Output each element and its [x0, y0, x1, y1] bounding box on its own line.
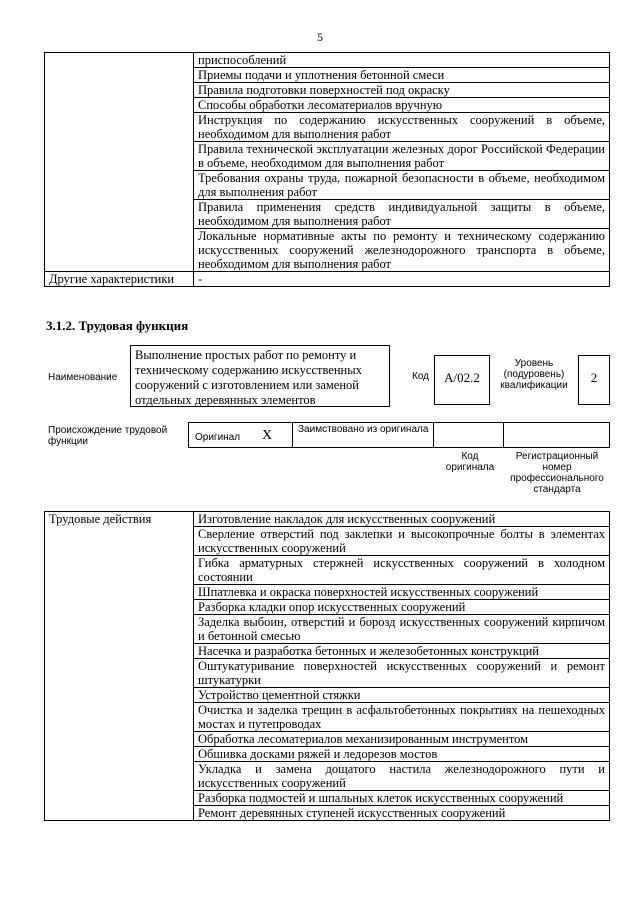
labor-action-row: Шпатлевка и окраска поверхностей искусственных сооружений: [194, 585, 610, 600]
other-characteristics-value: -: [194, 272, 610, 287]
labor-action-row: Изготовление накладок для искусственных сооружений: [194, 512, 610, 527]
code-original-label: Код оригинала: [445, 451, 495, 473]
labor-action-row: Обработка лесоматериалов механизированным инструментом: [194, 732, 610, 747]
registration-number-label: Регистрационный номер профессионального стандарта: [510, 451, 604, 495]
labor-action-row: Заделка выбоин, отверстий и борозд искусственных сооружений кирпичом и бетонной смесью: [194, 615, 610, 644]
labor-action-row: Укладка и замена дощатого настила железнодорожного пути и искусственных сооружений: [194, 762, 610, 791]
labor-action-row: Разборка подмостей и шпальных клеток искусственных сооружений: [194, 791, 610, 806]
labor-actions-table: [44, 511, 610, 821]
name-label: Наименование: [48, 372, 118, 383]
labor-action-row: Гибка арматурных стержней искусственных сооружений в холодном состоянии: [194, 556, 610, 585]
labor-action-row: Разборка кладки опор искусственных сооружений: [194, 600, 610, 615]
labor-action-row: Устройство цементной стяжки: [194, 688, 610, 703]
knowledge-row: Правила применения средств индивидуальной защиты в объеме, необходимом для выполнения работ: [194, 200, 610, 229]
other-characteristics-label: Другие характеристики: [45, 272, 194, 287]
knowledge-row: Способы обработки лесоматериалов вручную: [194, 98, 610, 113]
divider: [503, 422, 504, 448]
knowledge-row: Правила подготовки поверхностей под окраску: [194, 83, 610, 98]
original-mark: X: [262, 428, 273, 443]
knowledge-row: Локальные нормативные акты по ремонту и техническому содержанию искусственных сооружений железнодорожного транспорта в объеме, необходимом для выполнения работ: [194, 229, 610, 272]
labor-action-row: Обшивка досками ряжей и ледорезов мостов: [194, 747, 610, 762]
knowledge-row: Инструкция по содержанию искусственных сооружений в объеме, необходимом для выполнения работ: [194, 113, 610, 142]
divider: [292, 422, 293, 448]
origin-label: Происхождение трудовой функции: [48, 425, 168, 447]
function-name-box: Выполнение простых работ по ремонту и техническому содержанию искусственных сооружений с изготовлением или заменой отдельных деревянных элементов: [130, 345, 390, 407]
knowledge-label-cell: [45, 53, 194, 272]
labor-action-row: Оштукатуривание поверхностей искусственных сооружений и ремонт штукатурки: [194, 659, 610, 688]
borrowed-label: Заимствовано из оригинала: [298, 424, 429, 435]
labor-action-row: Очистка и заделка трещин в асфальтобетонных покрытиях на пешеходных мостах и путепроводах: [194, 703, 610, 732]
code-label: Код: [412, 371, 430, 382]
labor-action-row: Ремонт деревянных ступеней искусственных сооружений: [194, 806, 610, 821]
section-heading: 3.1.2. Трудовая функция: [46, 318, 189, 333]
knowledge-row: Приемы подачи и уплотнения бетонной смеси: [194, 68, 610, 83]
labor-action-row: Сверление отверстий под заклепки и высокопрочные болты в элементах искусственных сооружений: [194, 527, 610, 556]
level-value-box: 2: [578, 355, 610, 405]
code-value-box: А/02.2: [434, 355, 490, 405]
knowledge-table-continuation: [44, 52, 610, 287]
knowledge-row: Правила технической эксплуатации железных дорог Российской Федерации в объеме, необходимом для выполнения работ: [194, 142, 610, 171]
original-label: Оригинал: [195, 432, 241, 443]
knowledge-row: приспособлений: [194, 53, 610, 68]
level-label: Уровень (подуровень) квалификации: [500, 358, 568, 391]
divider: [433, 422, 434, 448]
knowledge-row: Требования охраны труда, пожарной безопасности в объеме, необходимом для выполнения работ: [194, 171, 610, 200]
labor-actions-label: Трудовые действия: [45, 512, 194, 821]
page-number: 5: [317, 30, 323, 44]
labor-action-row: Насечка и разработка бетонных и железобетонных конструкций: [194, 644, 610, 659]
